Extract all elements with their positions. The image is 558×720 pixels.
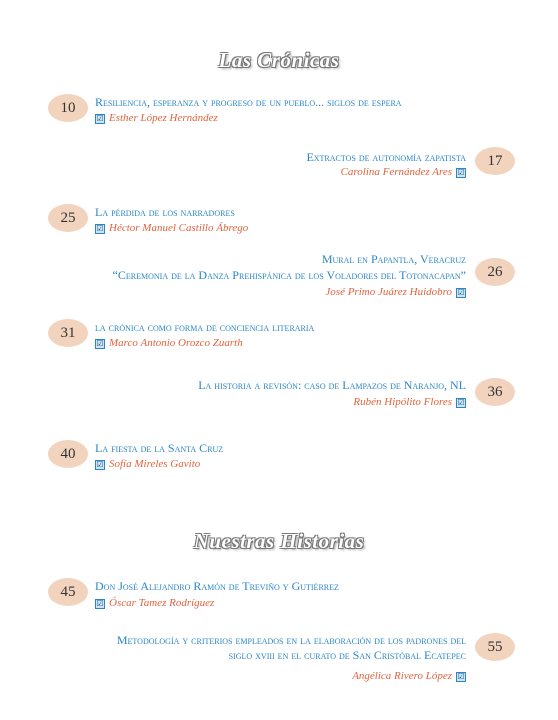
page-number-badge: 45 <box>48 578 88 606</box>
author-line <box>353 396 466 409</box>
entry-title-line2[interactable]: siglo xviii en el curato de San Cristóbal Ecatepec <box>228 648 466 662</box>
author-line <box>95 222 248 235</box>
author-line <box>95 597 214 610</box>
author-name: Carolina Fernández Ares <box>340 166 452 178</box>
checkbox-icon: ☑ <box>457 397 465 407</box>
page-number-badge: 10 <box>48 94 88 122</box>
page-number-badge: 26 <box>475 258 515 286</box>
entry-title-line1[interactable]: Metodología y criterios empleados en la elaboración de los padrones del <box>116 633 466 647</box>
checkbox-icon: ☑ <box>457 287 465 297</box>
page-number-badge: 36 <box>475 378 515 406</box>
author-line <box>352 670 466 683</box>
page-number-badge: 31 <box>48 319 88 347</box>
entry-title[interactable]: La pérdida de los narradores <box>95 205 235 219</box>
entry-title[interactable]: Resiliencia, esperanza y progreso de un pueblo... siglos de espera <box>95 95 402 109</box>
checkbox-icon: ☑ <box>96 459 104 469</box>
checkbox-icon: ☑ <box>457 671 465 681</box>
section-title-cronicas: Las Crónicas <box>218 48 340 72</box>
checkbox-icon: ☑ <box>457 167 465 177</box>
entry-title[interactable]: Extractos de autonomía zapatista <box>306 150 466 164</box>
author-name: Marco Antonio Orozco Zuarth <box>109 337 243 349</box>
page-number-badge: 25 <box>48 204 88 232</box>
checkbox-icon: ☑ <box>96 113 104 123</box>
page-number-badge: 17 <box>475 147 515 175</box>
author-name: Rubén Hipólito Flores <box>353 396 452 408</box>
author-name: Óscar Tamez Rodríguez <box>109 597 215 609</box>
author-line <box>95 112 218 125</box>
author-name: José Primo Juárez Huidobro <box>325 286 452 298</box>
author-name: Sofía Mireles Gavito <box>109 458 201 470</box>
page-number-badge: 55 <box>475 633 515 661</box>
entry-title[interactable]: La fiesta de la Santa Cruz <box>95 441 224 455</box>
checkbox-icon: ☑ <box>96 598 104 608</box>
author-name: Esther López Hernández <box>109 112 218 124</box>
entry-title[interactable]: Don José Alejandro Ramón de Treviño y Gutiérrez <box>95 579 339 593</box>
checkbox-icon: ☑ <box>96 338 104 348</box>
entry-title-line2[interactable]: “Ceremonia de la Danza Prehispánica de los Voladores del Totonacapan” <box>112 268 466 282</box>
page-number-badge: 40 <box>48 440 88 468</box>
author-line <box>95 458 200 471</box>
author-name: Héctor Manuel Castillo Ábrego <box>109 222 249 234</box>
entry-title-line1[interactable]: Mural en Papantla, Veracruz <box>321 252 466 266</box>
entry-title[interactable]: la crónica como forma de conciencia literaria <box>95 320 315 334</box>
section-title-historias: Nuestras Historias <box>193 529 365 553</box>
author-line <box>341 166 466 179</box>
author-name: Angélica Rivero López <box>352 670 452 682</box>
checkbox-icon: ☑ <box>96 223 104 233</box>
author-line <box>325 286 466 299</box>
entry-title[interactable]: La historia a revisón: caso de Lampazos de Naranjo, NL <box>198 378 466 392</box>
author-line <box>95 337 243 350</box>
